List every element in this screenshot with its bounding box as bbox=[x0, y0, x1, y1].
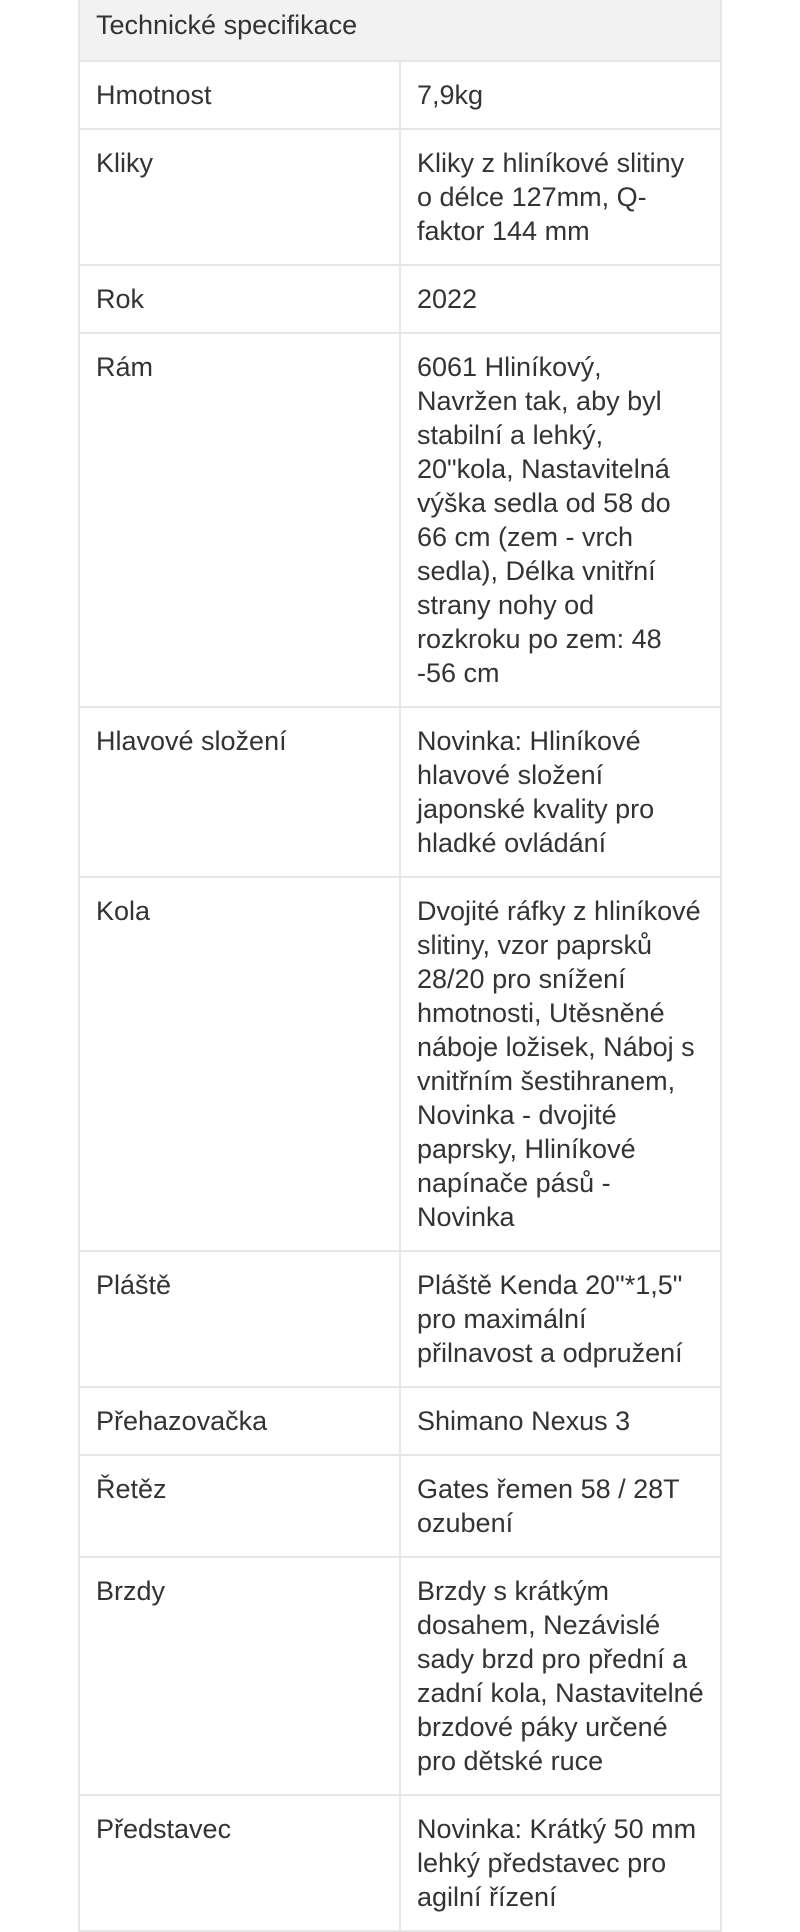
row-label: Rám bbox=[79, 333, 400, 707]
row-label: Kliky bbox=[79, 129, 400, 265]
row-value: Novinka: Krátký 50 mm lehký představec pro agilní řízení bbox=[400, 1795, 721, 1931]
row-value: Brzdy s krátkým dosahem, Nezávislé sady brzd pro přední a zadní kola, Nastavitelné brzdové páky určené pro dětské ruce bbox=[400, 1557, 721, 1795]
table-row bbox=[79, 1387, 721, 1455]
row-value: Shimano Nexus 3 bbox=[400, 1387, 721, 1455]
row-value: Pláště Kenda 20"*1,5" pro maximální přilnavost a odpružení bbox=[400, 1251, 721, 1387]
table-title: Technické specifikace bbox=[79, 0, 721, 61]
table-row bbox=[79, 129, 721, 265]
row-label: Přehazovačka bbox=[79, 1387, 400, 1455]
row-label: Hmotnost bbox=[79, 61, 400, 129]
row-value: 2022 bbox=[400, 265, 721, 333]
table-row bbox=[79, 707, 721, 877]
spec-table bbox=[78, 0, 722, 1932]
table-row bbox=[79, 333, 721, 707]
row-label: Hlavové složení bbox=[79, 707, 400, 877]
row-value: 6061 Hliníkový, Navržen tak, aby byl stabilní a lehký, 20"kola, Nastavitelná výška sedla od 58 do 66 cm (zem - vrch sedla), Délka vnitřní strany nohy od rozkroku po zem: 48 -56 cm bbox=[400, 333, 721, 707]
table-row bbox=[79, 1795, 721, 1931]
table-row bbox=[79, 1455, 721, 1557]
row-value: Gates řemen 58 / 28T ozubení bbox=[400, 1455, 721, 1557]
row-label: Rok bbox=[79, 265, 400, 333]
table-row bbox=[79, 265, 721, 333]
row-value: Dvojité ráfky z hliníkové slitiny, vzor paprsků 28/20 pro snížení hmotnosti, Utěsněné náboje ložisek, Náboj s vnitřním šestihranem, Novinka - dvojité paprsky, Hliníkové napínače pásů - Novinka bbox=[400, 877, 721, 1251]
row-label: Představec bbox=[79, 1795, 400, 1931]
table-row bbox=[79, 61, 721, 129]
table-row bbox=[79, 1251, 721, 1387]
row-value: Kliky z hliníkové slitiny o délce 127mm, Q-faktor 144 mm bbox=[400, 129, 721, 265]
row-label: Kola bbox=[79, 877, 400, 1251]
row-label: Pláště bbox=[79, 1251, 400, 1387]
row-value: 7,9kg bbox=[400, 61, 721, 129]
row-value: Novinka: Hliníkové hlavové složení japonské kvality pro hladké ovládání bbox=[400, 707, 721, 877]
row-label: Řetěz bbox=[79, 1455, 400, 1557]
row-label: Brzdy bbox=[79, 1557, 400, 1795]
table-row bbox=[79, 877, 721, 1251]
table-row bbox=[79, 1557, 721, 1795]
table-header-row bbox=[79, 0, 721, 61]
